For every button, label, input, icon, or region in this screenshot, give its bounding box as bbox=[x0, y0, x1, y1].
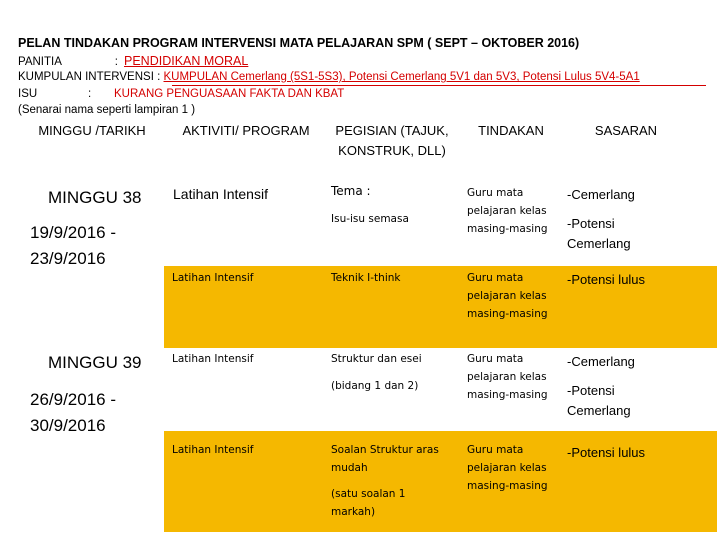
pegisian-line: Struktur dan esei bbox=[331, 353, 422, 365]
tindakan-line: pelajaran kelas bbox=[467, 462, 547, 474]
sasaran-line: -Cemerlang bbox=[567, 187, 635, 202]
isu-separator: : bbox=[88, 88, 92, 100]
panitia-value: PENDIDIKAN MORAL bbox=[124, 54, 249, 68]
week-date-start: 19/9/2016 - bbox=[30, 223, 117, 242]
isu-line bbox=[18, 88, 344, 100]
col-header-minggu: MINGGU /TARIKH bbox=[38, 123, 146, 138]
tindakan-line: Guru mata bbox=[467, 353, 524, 365]
week-date-end: 23/9/2016 bbox=[30, 249, 106, 268]
aktiviti-cell: Latihan Intensif bbox=[172, 353, 254, 365]
kumpulan-value: KUMPULAN Cemerlang (5S1-5S3), Potensi Cemerlang 5V1 dan 5V3, Potensi Lulus 5V4-5A1 bbox=[163, 71, 640, 83]
tindakan-line: pelajaran kelas bbox=[467, 290, 547, 302]
tindakan-line: masing-masing bbox=[467, 389, 548, 401]
aktiviti-cell: Latihan Intensif bbox=[172, 272, 254, 284]
col-header-pegisian-2: KONSTRUK, DLL) bbox=[338, 143, 446, 158]
panitia-label: PANITIA bbox=[18, 56, 62, 68]
senarai-note: (Senarai nama seperti lampiran 1 ) bbox=[18, 104, 196, 116]
pegisian-line: mudah bbox=[331, 462, 368, 474]
isu-label: ISU bbox=[18, 88, 38, 100]
panitia-line bbox=[18, 54, 248, 68]
page-title: PELAN TINDAKAN PROGRAM INTERVENSI MATA PELAJARAN SPM ( SEPT – OKTOBER 2016) bbox=[18, 36, 580, 50]
week-label: MINGGU 38 bbox=[48, 188, 142, 207]
col-header-tindakan: TINDAKAN bbox=[478, 123, 544, 138]
pegisian-line: Isu-isu semasa bbox=[331, 213, 409, 225]
tindakan-line: masing-masing bbox=[467, 480, 548, 492]
aktiviti-cell: Latihan Intensif bbox=[173, 186, 268, 202]
week-date-end: 30/9/2016 bbox=[30, 416, 106, 435]
pegisian-line: Soalan Struktur aras bbox=[331, 444, 439, 456]
pegisian-line: Tema : bbox=[331, 184, 371, 198]
tindakan-line: Guru mata bbox=[467, 444, 524, 456]
tindakan-line: Guru mata bbox=[467, 187, 524, 199]
isu-value: KURANG PENGUASAAN FAKTA DAN KBAT bbox=[114, 88, 345, 100]
week-label: MINGGU 39 bbox=[48, 353, 142, 372]
sasaran-line: -Potensi bbox=[567, 216, 615, 231]
sasaran-line: -Potensi lulus bbox=[567, 445, 646, 460]
tindakan-line: pelajaran kelas bbox=[467, 371, 547, 383]
tindakan-line: masing-masing bbox=[467, 308, 548, 320]
sasaran-line: -Potensi lulus bbox=[567, 272, 646, 287]
aktiviti-cell: Latihan Intensif bbox=[172, 444, 254, 456]
kumpulan-label: KUMPULAN INTERVENSI : bbox=[18, 71, 161, 83]
panitia-separator: : bbox=[114, 56, 118, 68]
kumpulan-line bbox=[18, 71, 640, 83]
pegisian-line: markah) bbox=[331, 506, 376, 518]
col-header-aktiviti: AKTIVITI/ PROGRAM bbox=[182, 123, 310, 138]
tindakan-line: pelajaran kelas bbox=[467, 205, 547, 217]
tindakan-line: masing-masing bbox=[467, 223, 548, 235]
sasaran-line: Cemerlang bbox=[567, 236, 631, 251]
red-underline-rule bbox=[172, 85, 706, 86]
pegisian-line: (satu soalan 1 bbox=[331, 488, 406, 500]
sasaran-line: -Cemerlang bbox=[567, 354, 635, 369]
col-header-pegisian-1: PEGISIAN (TAJUK, bbox=[335, 123, 449, 138]
week-date-start: 26/9/2016 - bbox=[30, 390, 117, 409]
pegisian-line: Teknik I-think bbox=[331, 272, 401, 284]
col-header-sasaran: SASARAN bbox=[594, 123, 658, 138]
sasaran-line: Cemerlang bbox=[567, 403, 631, 418]
tindakan-line: Guru mata bbox=[467, 272, 524, 284]
pegisian-line: (bidang 1 dan 2) bbox=[331, 380, 419, 392]
sasaran-line: -Potensi bbox=[567, 383, 615, 398]
